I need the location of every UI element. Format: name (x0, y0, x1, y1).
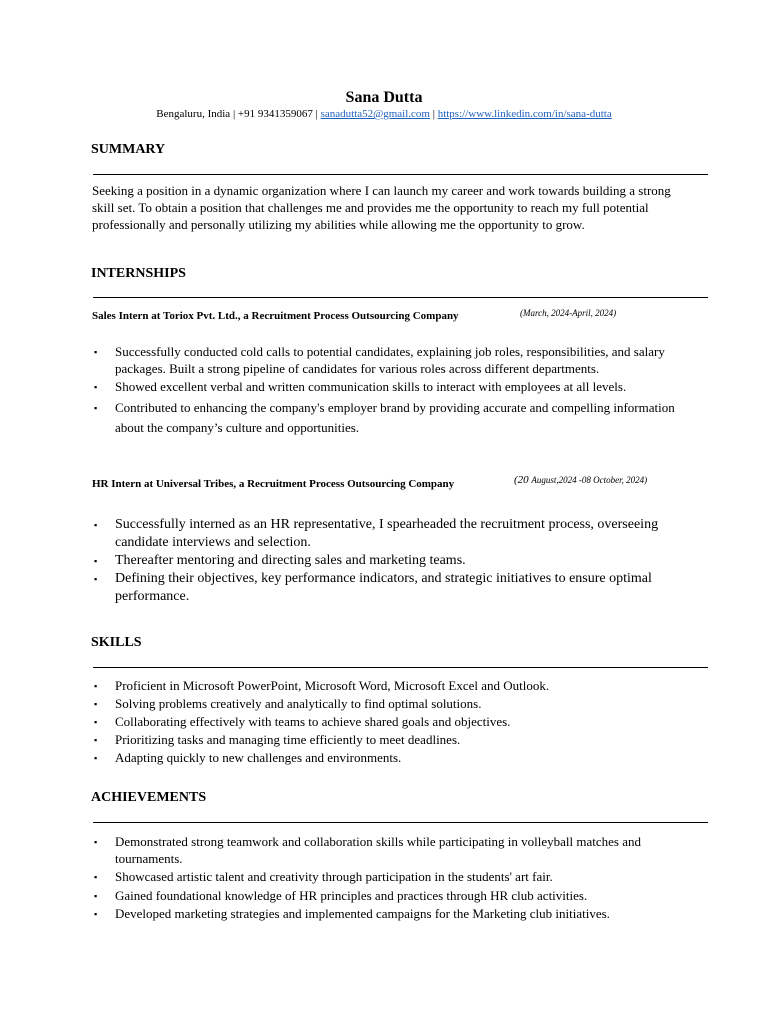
bullet-icon: ▪ (94, 402, 98, 413)
separator: | (312, 108, 321, 120)
bullet-icon: ▪ (94, 382, 98, 392)
list-item: ▪ Adapting quickly to new challenges and environments. (94, 750, 402, 765)
list-item: ▪ Successfully conducted cold calls to potential candidates, explaining job roles, responsibilities, and salary packages. Built a strong pipeline of candidates for various roles across different departments. (94, 344, 665, 376)
separator: | (429, 108, 438, 120)
list-item: ▪ Developed marketing strategies and implemented campaigns for the Marketing club initiatives. (94, 906, 610, 921)
linkedin-link[interactable]: https://www.linkedin.com/in/sana-dutta (437, 108, 612, 120)
bullet-icon: ▪ (94, 574, 98, 584)
bullet-icon: ▪ (94, 347, 98, 357)
bullet-icon: ▪ (94, 837, 98, 847)
bullet-icon: ▪ (94, 909, 98, 919)
separator: | (230, 108, 238, 120)
internship-2-role: HR Intern at Universal Tribes, a Recruitment Process Outsourcing Company (92, 478, 455, 490)
resume-header (0, 88, 768, 121)
internship-2-dates: August,2024 -08 October, 2024) (531, 475, 648, 485)
bullet-icon: ▪ (94, 872, 98, 882)
list-item: ▪ Contributed to enhancing the company's employer brand by providing accurate and compelling information about the company’s culture and opportunities. (94, 399, 675, 435)
list-item: ▪ Collaborating effectively with teams to achieve shared goals and objectives. (94, 714, 511, 729)
bullet-icon: ▪ (94, 520, 98, 530)
skills-divider (93, 667, 708, 668)
location-text: Bengaluru, India (156, 108, 231, 120)
candidate-name: Sana Dutta (345, 89, 423, 106)
skills-heading: SKILLS (91, 635, 142, 650)
phone-text: +91 9341359067 (237, 108, 313, 120)
list-item: ▪ Thereafter mentoring and directing sales and marketing teams. (94, 553, 466, 568)
contact-line (0, 107, 768, 121)
internship-1-header (92, 306, 692, 324)
internship-2-dates-prefix: (20 (514, 474, 532, 486)
bullet-icon: ▪ (94, 735, 98, 745)
bullet-icon: ▪ (94, 556, 98, 566)
list-item: ▪ Successfully interned as an HR representative, I spearheaded the recruitment process, overseeing candidate interviews and selection. (94, 517, 659, 550)
list-item: ▪ Gained foundational knowledge of HR principles and practices through HR club activities. (94, 887, 588, 903)
list-item: ▪ Showed excellent verbal and written communication skills to interact with employees at all levels. (94, 379, 627, 394)
summary-divider (93, 174, 708, 175)
internship-1-dates: (March, 2024-April, 2024) (520, 308, 617, 318)
bullet-icon: ▪ (94, 753, 98, 763)
internships-heading: INTERNSHIPS (91, 266, 186, 281)
summary-heading: SUMMARY (91, 142, 166, 157)
achievements-divider (93, 822, 708, 823)
internship-1-role: Sales Intern at Toriox Pvt. Ltd., a Recruitment Process Outsourcing Company (92, 310, 459, 322)
bullet-icon: ▪ (94, 890, 98, 901)
list-item: ▪ Solving problems creatively and analytically to find optimal solutions. (94, 696, 482, 711)
skills-bullets (92, 677, 682, 767)
list-item: ▪ Proficient in Microsoft PowerPoint, Microsoft Word, Microsoft Excel and Outlook. (94, 678, 550, 693)
bullet-icon: ▪ (94, 699, 98, 709)
internships-divider (93, 297, 708, 298)
list-item: ▪ Showcased artistic talent and creativity through participation in the students' art fair. (94, 869, 553, 884)
summary-text: Seeking a position in a dynamic organization where I can launch my career and work towards building a strong skill set. To obtain a position that challenges me and provides me the opportunity to reach my full potential professionally and personally utilizing my abilities while allowing me the opportunity to grow. (92, 183, 671, 232)
list-item: ▪ Prioritizing tasks and managing time efficiently to meet deadlines. (94, 732, 461, 747)
internship-2-bullets (92, 516, 682, 606)
bullet-icon: ▪ (94, 717, 98, 727)
list-item: ▪ Defining their objectives, key performance indicators, and strategic initiatives to ensure optimal performance. (94, 571, 652, 604)
bullet-icon: ▪ (94, 681, 98, 691)
achievements-heading: ACHIEVEMENTS (91, 790, 207, 805)
internship-2-header (92, 474, 692, 492)
email-link[interactable]: sanadutta52@gmail.com (320, 108, 430, 120)
achievements-bullets (92, 834, 682, 923)
list-item: ▪ Demonstrated strong teamwork and collaboration skills while participating in volleyball matches and tournaments. (94, 834, 642, 866)
internship-1-bullets (92, 344, 682, 438)
